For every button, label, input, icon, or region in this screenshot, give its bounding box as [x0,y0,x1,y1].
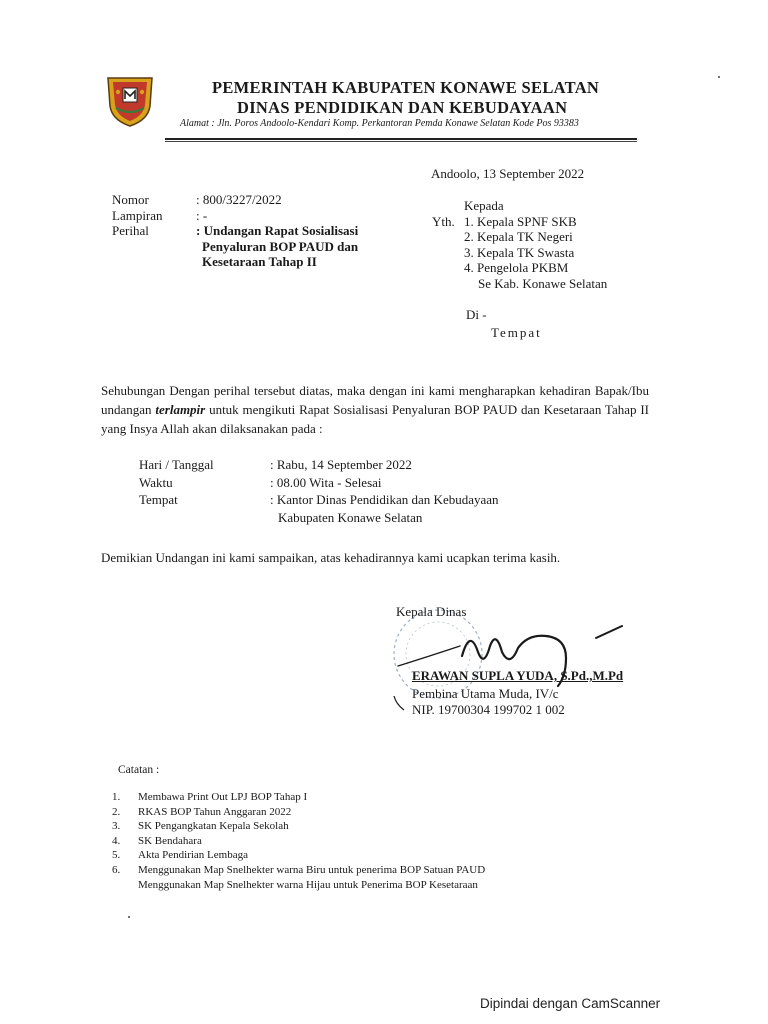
body-emphasis: terlampir [155,402,206,417]
note-item-continuation: Menggunakan Map Snelhekter warna Hijau untuk Penerima BOP Kesetaraan [138,878,478,891]
hari-label: Hari / Tanggal [139,457,214,472]
meta-labels [112,192,163,239]
signatory-nip: NIP. 19700304 199702 1 002 [412,702,565,717]
scan-speck [718,76,720,78]
schedule-labels [139,456,214,509]
lampiran-value: : - [196,207,208,223]
regency-logo [104,72,156,128]
tempat-label: Tempat [491,325,542,340]
recipient-item: 2. Kepala TK Negeri [464,229,573,244]
hari-value: : Rabu, 14 September 2022 [270,457,412,472]
letterhead-address: Alamat : Jln. Poros Andoolo-Kendari Komp. Perkantoran Pemda Konawe Selatan Kode Pos 93383 [180,118,579,129]
letterhead-rule [165,138,637,140]
tempat-value-2: Kabupaten Konawe Selatan [278,509,423,525]
nomor-label: Nomor [112,192,149,207]
perihal-value-3: Kesetaraan Tahap II [202,254,317,269]
notes-list [112,790,485,892]
recipients-block [432,198,607,291]
kepada-label: Kepada [464,198,504,213]
letterhead-rule-thin [165,141,637,142]
signatory-title: Kepala Dinas [396,604,467,619]
recipient-item: 4. Pengelola PKBM [464,260,569,275]
waktu-value: : 08.00 Wita - Selesai [270,474,382,490]
signatory-name: ERAWAN SUPLA YUDA, S.Pd.,M.Pd [412,668,624,683]
tempat-value-1: : Kantor Dinas Pendidikan dan Kebudayaan [270,492,499,507]
meta-values [196,192,358,270]
recipient-item: 3. Kepala TK Swasta [464,244,575,260]
tempat-schedule-label: Tempat [139,492,178,507]
schedule-values [270,456,499,526]
scanner-watermark: Dipindai dengan CamScanner [480,996,661,1011]
note-item: 2. RKAS BOP Tahun Anggaran 2022 [112,805,292,818]
perihal-label: Perihal [112,223,149,238]
scan-speck [128,916,130,918]
note-item: 5. Akta Pendirian Lembaga [112,849,248,862]
notes-title: Catatan : [118,764,160,776]
di-label: Di - [466,307,487,322]
recipient-region: Se Kab. Konawe Selatan [478,275,608,291]
nomor-value: : 800/3227/2022 [196,192,282,207]
letter-date: Andoolo, 13 September 2022 [431,166,585,181]
note-item: 4. SK Bendahara [112,834,202,847]
closing-line: Demikian Undangan ini kami sampaikan, atas kehadirannya kami ucapkan terima kasih. [101,550,561,565]
letterhead-line1: PEMERINTAH KABUPATEN KONAWE SELATAN [212,78,600,97]
body-text: untuk mengikuti Rapat Sosialisasi Penyaluran BOP PAUD dan Kesetaraan Tahap II yang Insya Allah akan dilaksanakan pada : [101,402,649,436]
lampiran-label: Lampiran [112,207,163,223]
note-item: 3. SK Pengangkatan Kepala Sekolah [112,820,289,833]
recipient-item: 1. Kepala SPNF SKB [464,213,577,229]
body-paragraph [101,381,649,438]
recipient-row-1 [432,214,607,230]
yth-label: Yth. [432,213,455,229]
perihal-value-2: Penyaluran BOP PAUD dan [202,238,359,254]
note-item: 6. Menggunakan Map Snelhekter warna Biru untuk penerima BOP Satuan PAUD [112,863,486,876]
body-text: Sehubungan Dengan perihal tersebut diatas, maka dengan ini kami mengharapkan kehadiran Bapak/Ibu undangan [101,383,649,417]
signatory-rank: Pembina Utama Muda, IV/c [412,686,559,701]
letterhead-line2: DINAS PENDIDIKAN DAN KEBUDAYAAN [237,98,568,117]
waktu-label: Waktu [139,474,173,490]
note-item: 1. Membawa Print Out LPJ BOP Tahap I [112,791,308,803]
perihal-value-1: : Undangan Rapat Sosialisasi [196,223,359,238]
